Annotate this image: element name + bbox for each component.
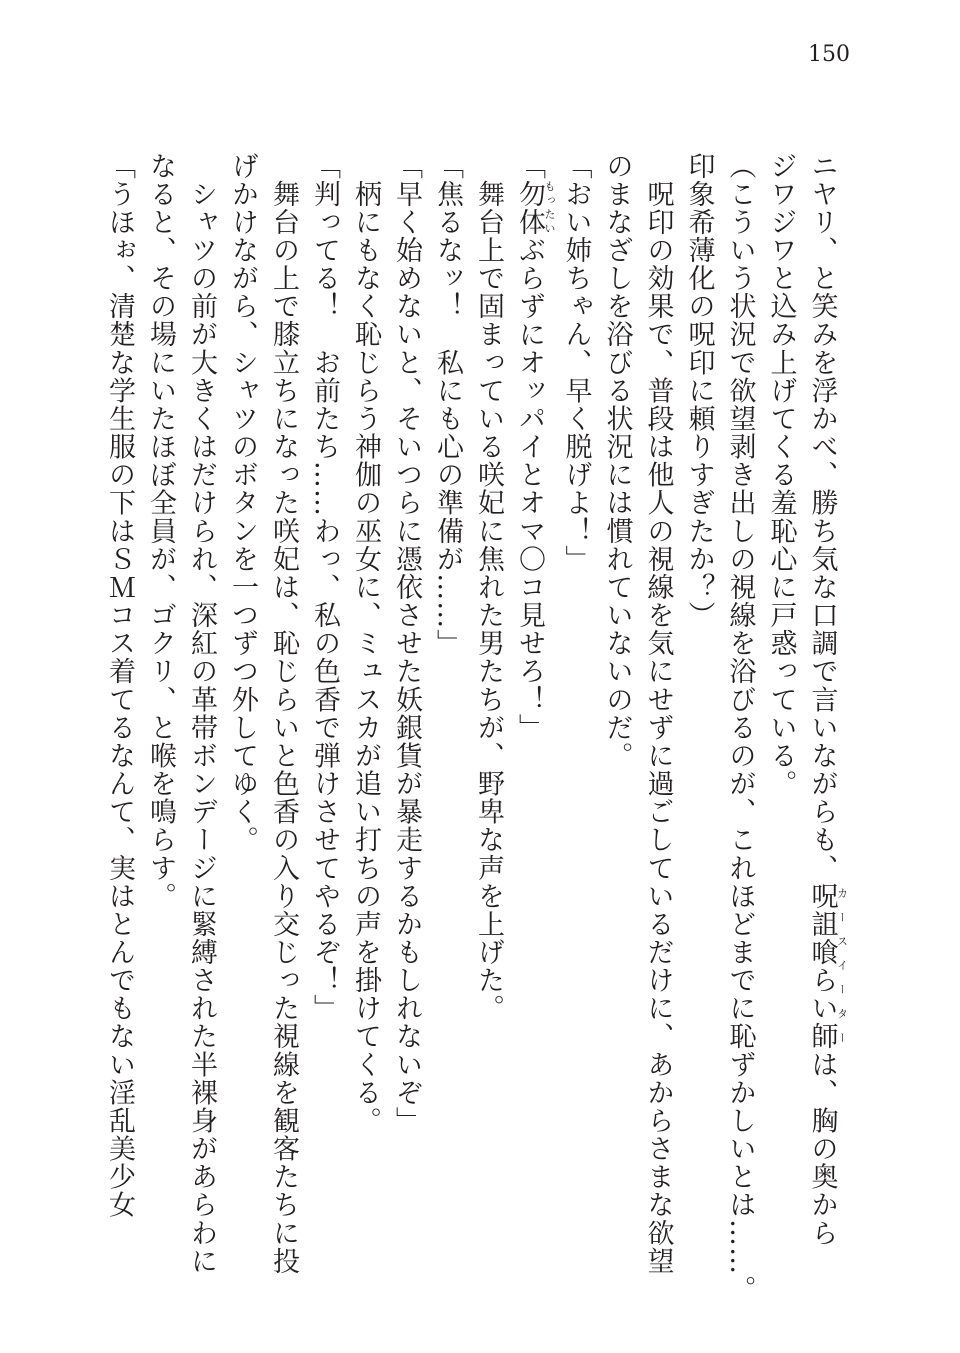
text-segment: 「うほぉ、清楚な学生服の下はＳＭコス着てるなんて、実はとんでもない淫乱美少女 bbox=[104, 152, 135, 1220]
text-segment: 印象希薄化の呪印に頼りすぎたか？） bbox=[683, 152, 715, 630]
text-segment: 「おい姉ちゃん、早く脱げよ！」 bbox=[560, 152, 592, 574]
ruby-reading: カースイーター bbox=[835, 882, 849, 1051]
text-segment: ニヤリ、と笑みを浮かべ、勝ち気な口調で言いながらも、 bbox=[806, 152, 838, 883]
text-segment: シャツの前が大きくはだけられ、深紅の革帯ボンデージに緊縛された半裸身があらわに bbox=[186, 152, 217, 1276]
text-line bbox=[761, 152, 802, 1232]
text-line bbox=[638, 152, 679, 1276]
text-line bbox=[427, 152, 468, 1232]
text-line bbox=[802, 152, 849, 1248]
text-segment: のまなざしを浴びる状況には慣れていないのだ。 bbox=[601, 152, 633, 770]
text-line bbox=[386, 152, 427, 1232]
text-line bbox=[222, 152, 263, 1232]
text-segment: ジワジワと込み上げてくる羞恥心に戸惑っている。 bbox=[765, 152, 797, 798]
text-segment: なると、その場にいたほぼ全員が、ゴクリ、と喉を鳴らす。 bbox=[145, 152, 176, 911]
text-segment: 呪印の効果で、普段は他人の視線を気にせずに過ごしているだけに、あからさまな欲望 bbox=[642, 152, 674, 1276]
text-line bbox=[263, 152, 304, 1276]
ruby-annotation bbox=[806, 882, 849, 1051]
vertical-text-body bbox=[99, 152, 849, 1304]
text-line bbox=[345, 152, 386, 1232]
text-line bbox=[556, 152, 597, 1232]
text-segment: 柄にもなく恥じらう神伽の巫女に、ミュスカが追い打ちの声を掛けてくる。 bbox=[350, 152, 381, 1135]
text-line bbox=[597, 152, 638, 1232]
text-segment: 「焦るなッ！ 私にも心の準備が……」 bbox=[432, 152, 463, 658]
ruby-reading: もったい bbox=[543, 180, 556, 237]
ruby-annotation bbox=[514, 180, 556, 237]
text-line bbox=[509, 152, 556, 1232]
text-segment: 「早く始めないと、そいつらに憑依させた妖銀貨が暴走するかもしれないぞ」 bbox=[391, 152, 422, 1135]
text-segment: 「 bbox=[514, 152, 545, 181]
text-line bbox=[679, 152, 720, 1232]
text-segment: 「判ってる！ お前たち……わっ、私の色香で弾けさせてやるぞ！」 bbox=[309, 152, 340, 1023]
ruby-base: 呪詛喰らい師 bbox=[806, 882, 838, 1051]
text-line bbox=[720, 152, 761, 1304]
text-line bbox=[468, 152, 509, 1232]
text-segment: 舞台上で固まっている咲妃に焦れた男たちが、野卑な声を上げた。 bbox=[473, 152, 504, 1023]
text-segment: 舞台の上で膝立ちになった咲妃は、恥じらいと色香の入り交じった視線を観客たちに投 bbox=[268, 152, 299, 1276]
text-line bbox=[181, 152, 222, 1276]
text-segment: は、胸の奥から bbox=[806, 1050, 838, 1248]
page-number: 150 bbox=[808, 42, 850, 67]
text-segment: ぶらずにオッパイとオマ〇コ見せろ！」 bbox=[514, 236, 545, 742]
text-line bbox=[99, 152, 140, 1232]
text-line bbox=[304, 152, 345, 1232]
text-segment: （こういう状況で欲望剥き出しの視線を浴びるのが、これほどまでに恥ずかしいとは……。 bbox=[724, 152, 756, 1304]
text-segment: げかけながら、シャツのボタンを一つずつ外してゆく。 bbox=[227, 152, 258, 854]
text-line bbox=[140, 152, 181, 1232]
ruby-base: 勿体 bbox=[514, 180, 545, 237]
